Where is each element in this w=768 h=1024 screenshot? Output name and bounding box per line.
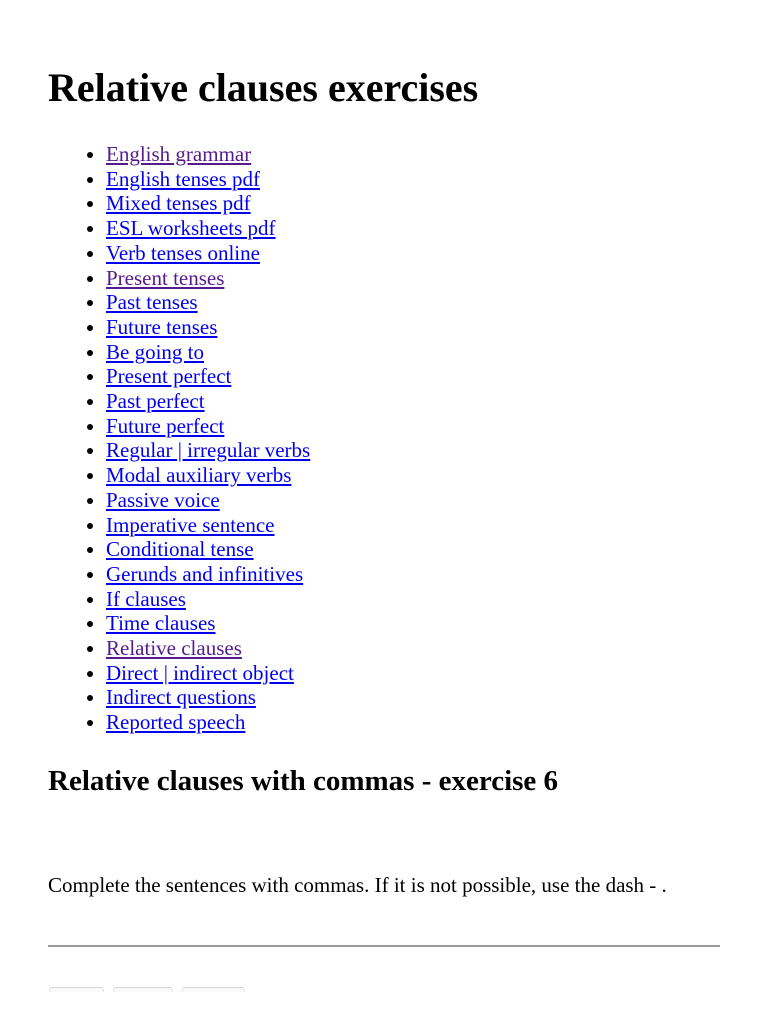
nav-link[interactable]: English grammar: [106, 142, 252, 166]
page-title: Relative clauses exercises: [48, 65, 479, 110]
nav-link[interactable]: Modal auxiliary verbs: [106, 463, 292, 488]
exercise-heading: Relative clauses with commas - exercise 6: [48, 765, 559, 797]
nav-link[interactable]: Mixed tenses pdf: [106, 191, 251, 216]
nav-list-item: [106, 587, 310, 612]
exercise-instructions: Complete the sentences with commas. If it is not possible, use the dash - .: [48, 873, 667, 897]
nav-list-item: [106, 364, 310, 389]
nav-link[interactable]: ESL worksheets pdf: [106, 216, 276, 241]
nav-list-item: [106, 290, 310, 315]
nav-link[interactable]: Indirect questions: [106, 685, 256, 710]
nav-list-item: [106, 414, 310, 439]
tab-placeholder[interactable]: [182, 987, 245, 992]
nav-link[interactable]: Present tenses: [106, 265, 225, 290]
grammar-topics-list: [48, 142, 310, 735]
nav-link[interactable]: Direct | indirect object: [106, 660, 294, 685]
nav-link[interactable]: If clauses: [106, 586, 186, 611]
nav-link[interactable]: Be going to: [106, 339, 204, 364]
nav-list-item: [106, 216, 310, 241]
nav-list-item: [106, 685, 310, 710]
nav-list-item: [106, 537, 310, 562]
nav-list-item: [106, 438, 310, 463]
nav-link[interactable]: Time clauses: [106, 611, 216, 636]
nav-list-item: [106, 463, 310, 488]
nav-list-item: [106, 513, 310, 538]
tab-placeholder[interactable]: [113, 987, 173, 992]
tab-placeholder[interactable]: [49, 987, 104, 992]
nav-link[interactable]: Future perfect: [106, 413, 225, 438]
nav-list-item: [106, 710, 310, 735]
nav-list-item: [106, 191, 310, 216]
nav-link[interactable]: English tenses pdf: [106, 166, 260, 191]
nav-link[interactable]: Present perfect: [106, 364, 232, 389]
nav-list-item: [106, 266, 310, 291]
nav-list-item: [106, 142, 310, 167]
nav-list-item: [106, 389, 310, 414]
nav-list-item: [106, 315, 310, 340]
nav-list-item: [106, 661, 310, 686]
nav-list-item: [106, 611, 310, 636]
nav-list-item: [106, 488, 310, 513]
nav-link[interactable]: Future tenses: [106, 314, 218, 339]
nav-list-item: [106, 167, 310, 192]
nav-link[interactable]: Past tenses: [106, 290, 198, 315]
nav-link[interactable]: Gerunds and infinitives: [106, 561, 304, 586]
nav-link[interactable]: Relative clauses: [106, 636, 242, 661]
nav-link[interactable]: Passive voice: [106, 487, 220, 512]
nav-link[interactable]: Past perfect: [106, 389, 205, 414]
nav-list-item: [106, 241, 310, 266]
nav-link[interactable]: Reported speech: [106, 710, 246, 735]
nav-list-item: [106, 562, 310, 587]
divider: [48, 945, 720, 947]
nav-link[interactable]: Regular | irregular verbs: [106, 438, 311, 463]
nav-link[interactable]: Conditional tense: [106, 537, 254, 562]
nav-list-item: [106, 636, 310, 661]
nav-link[interactable]: Imperative sentence: [106, 512, 275, 537]
nav-link[interactable]: Verb tenses online: [106, 240, 260, 265]
nav-list-item: [106, 340, 310, 365]
